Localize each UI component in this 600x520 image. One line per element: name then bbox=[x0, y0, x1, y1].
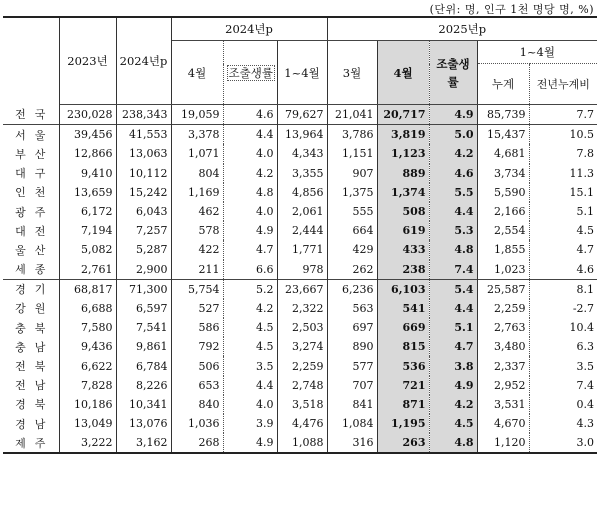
value-crude-rate-2024: 4.2 bbox=[223, 299, 277, 318]
value-apr-2025: 1,195 bbox=[377, 414, 429, 433]
value-mar-2025: 6,236 bbox=[342, 282, 374, 296]
value-apr-2025: 721 bbox=[377, 376, 429, 395]
table-row bbox=[3, 105, 597, 125]
value-jan-apr-2024: 3,518 bbox=[277, 395, 327, 414]
value-yoy-cumulative: 3.5 bbox=[529, 356, 597, 375]
table-row bbox=[3, 125, 597, 145]
value-mar-2025: 3,786 bbox=[342, 128, 374, 142]
region-cell: 경북 bbox=[3, 395, 59, 414]
table-row bbox=[3, 299, 597, 318]
value-apr-2025: 263 bbox=[377, 433, 429, 453]
value-crude-rate-2025: 5.0 bbox=[429, 125, 477, 145]
value-crude-rate-2025: 4.4 bbox=[429, 299, 477, 318]
value-crude-rate-2024: 4.4 bbox=[223, 125, 277, 145]
table-row bbox=[3, 279, 597, 299]
value-crude-rate-2024: 5.2 bbox=[223, 279, 277, 299]
value-apr-2024: 1,071 bbox=[188, 147, 220, 161]
value-mar-2025: 563 bbox=[352, 301, 374, 315]
region-cell: 서울 bbox=[3, 125, 59, 145]
value-apr-2025: 3,819 bbox=[377, 125, 429, 145]
region-cell: 대전 bbox=[3, 221, 59, 240]
value-2024p: 7,257 bbox=[116, 221, 171, 240]
birth-statistics-table bbox=[3, 16, 597, 454]
value-apr-2025: 889 bbox=[377, 164, 429, 183]
value-apr-2025: 508 bbox=[377, 202, 429, 221]
value-cumulative-2025: 3,734 bbox=[477, 164, 529, 183]
value-apr-2024: 5,754 bbox=[188, 282, 220, 296]
value-crude-rate-2025: 4.4 bbox=[429, 202, 477, 221]
value-cumulative-2025: 1,855 bbox=[477, 240, 529, 259]
value-cumulative-2025: 4,670 bbox=[477, 414, 529, 433]
value-crude-rate-2024: 4.5 bbox=[223, 318, 277, 337]
value-jan-apr-2024: 3,355 bbox=[277, 164, 327, 183]
value-jan-apr-2024: 2,503 bbox=[277, 318, 327, 337]
table-row bbox=[3, 144, 597, 163]
value-crude-rate-2024: 4.2 bbox=[223, 164, 277, 183]
value-apr-2024: 1,169 bbox=[188, 185, 220, 199]
value-apr-2025: 433 bbox=[377, 240, 429, 259]
value-cumulative-2025: 15,437 bbox=[477, 125, 529, 145]
table-row bbox=[3, 433, 597, 453]
value-crude-rate-2024: 4.6 bbox=[223, 105, 277, 125]
value-cumulative-2025: 25,587 bbox=[477, 279, 529, 299]
value-apr-2024: 653 bbox=[198, 378, 220, 392]
region-header bbox=[3, 17, 59, 105]
table-row bbox=[3, 395, 597, 414]
value-apr-2024: 506 bbox=[198, 359, 220, 373]
value-apr-2024: 527 bbox=[198, 301, 220, 315]
value-crude-rate-2025: 4.9 bbox=[429, 105, 477, 125]
value-2024p: 238,343 bbox=[116, 105, 171, 125]
table-body bbox=[3, 105, 597, 454]
value-yoy-cumulative: 7.4 bbox=[529, 376, 597, 395]
value-jan-apr-2024: 4,856 bbox=[277, 183, 327, 202]
value-jan-apr-2024: 1,771 bbox=[277, 240, 327, 259]
value-jan-apr-2024: 2,322 bbox=[277, 299, 327, 318]
value-yoy-cumulative: 10.4 bbox=[529, 318, 597, 337]
table-row bbox=[3, 337, 597, 356]
value-2023: 10,186 bbox=[59, 395, 116, 414]
table-row bbox=[3, 356, 597, 375]
value-crude-rate-2024: 6.6 bbox=[223, 260, 277, 280]
value-2023: 13,659 bbox=[59, 183, 116, 202]
table-row bbox=[3, 183, 597, 202]
region-cell: 전국 bbox=[3, 105, 59, 125]
value-yoy-cumulative: 4.6 bbox=[529, 260, 597, 280]
value-apr-2025: 815 bbox=[377, 337, 429, 356]
value-jan-apr-2024: 79,627 bbox=[277, 105, 327, 125]
value-2023: 3,222 bbox=[59, 433, 116, 453]
value-jan-apr-2024: 978 bbox=[277, 260, 327, 280]
value-2023: 7,580 bbox=[59, 318, 116, 337]
value-2024p: 41,553 bbox=[116, 125, 171, 145]
value-jan-apr-2024: 2,061 bbox=[277, 202, 327, 221]
crude-rate-2024-label: 조출생률 bbox=[228, 65, 273, 80]
header-cumulative: 누계 bbox=[477, 64, 529, 105]
value-crude-rate-2024: 4.5 bbox=[223, 337, 277, 356]
value-mar-2025: 262 bbox=[352, 262, 374, 276]
value-yoy-cumulative: 5.1 bbox=[529, 202, 597, 221]
value-crude-rate-2024: 4.9 bbox=[223, 433, 277, 453]
value-apr-2024: 211 bbox=[198, 262, 220, 276]
region-cell: 대구 bbox=[3, 164, 59, 183]
value-cumulative-2025: 3,480 bbox=[477, 337, 529, 356]
region-cell: 제주 bbox=[3, 433, 59, 453]
value-cumulative-2025: 2,952 bbox=[477, 376, 529, 395]
value-2023: 6,622 bbox=[59, 356, 116, 375]
region-cell: 전남 bbox=[3, 376, 59, 395]
value-2023: 6,172 bbox=[59, 202, 116, 221]
value-2024p: 13,063 bbox=[116, 144, 171, 163]
value-2023: 13,049 bbox=[59, 414, 116, 433]
value-yoy-cumulative: 6.3 bbox=[529, 337, 597, 356]
value-2024p: 5,287 bbox=[116, 240, 171, 259]
value-2023: 9,436 bbox=[59, 337, 116, 356]
table-row bbox=[3, 202, 597, 221]
value-2023: 5,082 bbox=[59, 240, 116, 259]
unit-note: (단위: 명, 인구 1천 명당 명, %) bbox=[429, 3, 594, 16]
header-mar-2025: 3월 bbox=[327, 41, 377, 105]
value-apr-2025: 238 bbox=[377, 260, 429, 280]
value-yoy-cumulative: 8.1 bbox=[529, 279, 597, 299]
value-crude-rate-2024: 4.9 bbox=[223, 221, 277, 240]
value-apr-2024: 840 bbox=[198, 397, 220, 411]
value-apr-2024: 792 bbox=[198, 340, 220, 354]
value-cumulative-2025: 1,023 bbox=[477, 260, 529, 280]
value-2024p: 6,043 bbox=[116, 202, 171, 221]
region-cell: 충북 bbox=[3, 318, 59, 337]
table-row bbox=[3, 318, 597, 337]
value-jan-apr-2024: 13,964 bbox=[277, 125, 327, 145]
value-cumulative-2025: 2,166 bbox=[477, 202, 529, 221]
table-row bbox=[3, 376, 597, 395]
value-2024p: 9,861 bbox=[116, 337, 171, 356]
value-mar-2025: 1,151 bbox=[342, 147, 374, 161]
value-crude-rate-2024: 4.0 bbox=[223, 395, 277, 414]
value-apr-2025: 1,123 bbox=[377, 144, 429, 163]
value-apr-2025: 536 bbox=[377, 356, 429, 375]
header-crude-rate-2024 bbox=[223, 41, 277, 105]
value-2023: 9,410 bbox=[59, 164, 116, 183]
value-crude-rate-2024: 4.4 bbox=[223, 376, 277, 395]
header-jan-apr-2025: 1~4월 bbox=[477, 41, 597, 64]
value-cumulative-2025: 85,739 bbox=[477, 105, 529, 125]
value-mar-2025: 555 bbox=[352, 205, 374, 219]
value-yoy-cumulative: 11.3 bbox=[529, 164, 597, 183]
value-2024p: 3,162 bbox=[116, 433, 171, 453]
value-2024p: 15,242 bbox=[116, 183, 171, 202]
value-2024p: 2,900 bbox=[116, 260, 171, 280]
header-crude-rate-2025: 조출생률 bbox=[429, 41, 477, 105]
value-mar-2025: 907 bbox=[352, 166, 374, 180]
value-yoy-cumulative: 15.1 bbox=[529, 183, 597, 202]
value-yoy-cumulative: 0.4 bbox=[529, 395, 597, 414]
value-yoy-cumulative: -2.7 bbox=[529, 299, 597, 318]
value-crude-rate-2025: 3.8 bbox=[429, 356, 477, 375]
header-2023: 2023년 bbox=[59, 17, 116, 105]
value-apr-2024: 804 bbox=[198, 166, 220, 180]
value-crude-rate-2025: 4.5 bbox=[429, 414, 477, 433]
value-mar-2025: 316 bbox=[352, 436, 374, 450]
table-row bbox=[3, 240, 597, 259]
value-crude-rate-2025: 4.9 bbox=[429, 376, 477, 395]
value-apr-2025: 541 bbox=[377, 299, 429, 318]
region-cell: 경남 bbox=[3, 414, 59, 433]
value-apr-2024: 462 bbox=[198, 205, 220, 219]
value-cumulative-2025: 5,590 bbox=[477, 183, 529, 202]
table-row bbox=[3, 164, 597, 183]
value-yoy-cumulative: 3.0 bbox=[529, 433, 597, 453]
region-cell: 경기 bbox=[3, 279, 59, 299]
value-mar-2025: 664 bbox=[352, 224, 374, 238]
region-cell: 인천 bbox=[3, 183, 59, 202]
value-mar-2025: 1,375 bbox=[342, 185, 374, 199]
value-jan-apr-2024: 2,444 bbox=[277, 221, 327, 240]
value-apr-2024: 19,059 bbox=[181, 108, 220, 122]
header-apr-2024: 4월 bbox=[171, 41, 223, 105]
region-cell: 부산 bbox=[3, 144, 59, 163]
value-2024p: 13,076 bbox=[116, 414, 171, 433]
value-apr-2024: 3,378 bbox=[188, 128, 220, 142]
header-group-2025p: 2025년p bbox=[327, 17, 597, 41]
value-crude-rate-2025: 7.4 bbox=[429, 260, 477, 280]
value-2024p: 10,112 bbox=[116, 164, 171, 183]
value-2024p: 7,541 bbox=[116, 318, 171, 337]
table-row bbox=[3, 414, 597, 433]
value-cumulative-2025: 4,681 bbox=[477, 144, 529, 163]
value-2024p: 71,300 bbox=[116, 279, 171, 299]
value-crude-rate-2024: 4.0 bbox=[223, 202, 277, 221]
value-cumulative-2025: 1,120 bbox=[477, 433, 529, 453]
value-cumulative-2025: 3,531 bbox=[477, 395, 529, 414]
value-yoy-cumulative: 4.5 bbox=[529, 221, 597, 240]
value-2024p: 6,784 bbox=[116, 356, 171, 375]
value-yoy-cumulative: 4.7 bbox=[529, 240, 597, 259]
value-2024p: 8,226 bbox=[116, 376, 171, 395]
header-row-1 bbox=[3, 17, 597, 41]
value-2024p: 6,597 bbox=[116, 299, 171, 318]
value-cumulative-2025: 2,337 bbox=[477, 356, 529, 375]
value-crude-rate-2025: 4.8 bbox=[429, 240, 477, 259]
value-crude-rate-2025: 5.3 bbox=[429, 221, 477, 240]
value-mar-2025: 577 bbox=[352, 359, 374, 373]
value-crude-rate-2025: 4.2 bbox=[429, 395, 477, 414]
value-cumulative-2025: 2,763 bbox=[477, 318, 529, 337]
value-apr-2025: 669 bbox=[377, 318, 429, 337]
value-mar-2025: 841 bbox=[352, 397, 374, 411]
header-group-2024p: 2024년p bbox=[171, 17, 327, 41]
region-cell: 울산 bbox=[3, 240, 59, 259]
value-crude-rate-2025: 5.1 bbox=[429, 318, 477, 337]
value-jan-apr-2024: 2,259 bbox=[277, 356, 327, 375]
value-2023: 68,817 bbox=[59, 279, 116, 299]
value-apr-2024: 1,036 bbox=[188, 417, 220, 431]
value-crude-rate-2024: 3.5 bbox=[223, 356, 277, 375]
value-jan-apr-2024: 2,748 bbox=[277, 376, 327, 395]
value-mar-2025: 890 bbox=[352, 340, 374, 354]
value-crude-rate-2024: 4.7 bbox=[223, 240, 277, 259]
value-apr-2025: 20,717 bbox=[377, 105, 429, 125]
value-crude-rate-2024: 4.0 bbox=[223, 144, 277, 163]
value-mar-2025: 697 bbox=[352, 321, 374, 335]
value-2023: 7,828 bbox=[59, 376, 116, 395]
value-mar-2025: 21,041 bbox=[335, 108, 374, 122]
value-crude-rate-2024: 4.8 bbox=[223, 183, 277, 202]
value-2024p: 10,341 bbox=[116, 395, 171, 414]
value-yoy-cumulative: 4.3 bbox=[529, 414, 597, 433]
value-crude-rate-2025: 5.5 bbox=[429, 183, 477, 202]
region-cell: 전북 bbox=[3, 356, 59, 375]
header-2024p: 2024년p bbox=[116, 17, 171, 105]
value-2023: 6,688 bbox=[59, 299, 116, 318]
value-2023: 12,866 bbox=[59, 144, 116, 163]
value-apr-2024: 268 bbox=[198, 436, 220, 450]
table-row bbox=[3, 221, 597, 240]
value-yoy-cumulative: 7.7 bbox=[529, 105, 597, 125]
value-apr-2024: 578 bbox=[198, 224, 220, 238]
value-apr-2025: 1,374 bbox=[377, 183, 429, 202]
value-apr-2025: 619 bbox=[377, 221, 429, 240]
value-apr-2024: 586 bbox=[198, 321, 220, 335]
value-apr-2025: 6,103 bbox=[377, 279, 429, 299]
value-mar-2025: 429 bbox=[352, 243, 374, 257]
table-row bbox=[3, 260, 597, 280]
value-cumulative-2025: 2,554 bbox=[477, 221, 529, 240]
value-yoy-cumulative: 7.8 bbox=[529, 144, 597, 163]
value-crude-rate-2025: 4.8 bbox=[429, 433, 477, 453]
value-2023: 39,456 bbox=[59, 125, 116, 145]
value-yoy-cumulative: 10.5 bbox=[529, 125, 597, 145]
value-jan-apr-2024: 1,088 bbox=[277, 433, 327, 453]
value-crude-rate-2025: 4.7 bbox=[429, 337, 477, 356]
value-mar-2025: 1,084 bbox=[342, 417, 374, 431]
value-cumulative-2025: 2,259 bbox=[477, 299, 529, 318]
value-mar-2025: 707 bbox=[352, 378, 374, 392]
value-jan-apr-2024: 4,476 bbox=[277, 414, 327, 433]
value-crude-rate-2024: 3.9 bbox=[223, 414, 277, 433]
value-2023: 2,761 bbox=[59, 260, 116, 280]
value-crude-rate-2025: 4.2 bbox=[429, 144, 477, 163]
value-crude-rate-2025: 4.6 bbox=[429, 164, 477, 183]
value-2023: 7,194 bbox=[59, 221, 116, 240]
value-2023: 230,028 bbox=[59, 105, 116, 125]
region-cell: 세종 bbox=[3, 260, 59, 280]
region-cell: 강원 bbox=[3, 299, 59, 318]
value-jan-apr-2024: 23,667 bbox=[277, 279, 327, 299]
region-cell: 광주 bbox=[3, 202, 59, 221]
value-apr-2025: 871 bbox=[377, 395, 429, 414]
value-crude-rate-2025: 5.4 bbox=[429, 279, 477, 299]
header-jan-apr-2024: 1~4월 bbox=[277, 41, 327, 105]
value-apr-2024: 422 bbox=[198, 243, 220, 257]
value-jan-apr-2024: 4,343 bbox=[277, 144, 327, 163]
header-apr-2025: 4월 bbox=[377, 41, 429, 105]
region-cell: 충남 bbox=[3, 337, 59, 356]
header-yoy-cumulative: 전년누계비 bbox=[529, 64, 597, 105]
value-jan-apr-2024: 3,274 bbox=[277, 337, 327, 356]
